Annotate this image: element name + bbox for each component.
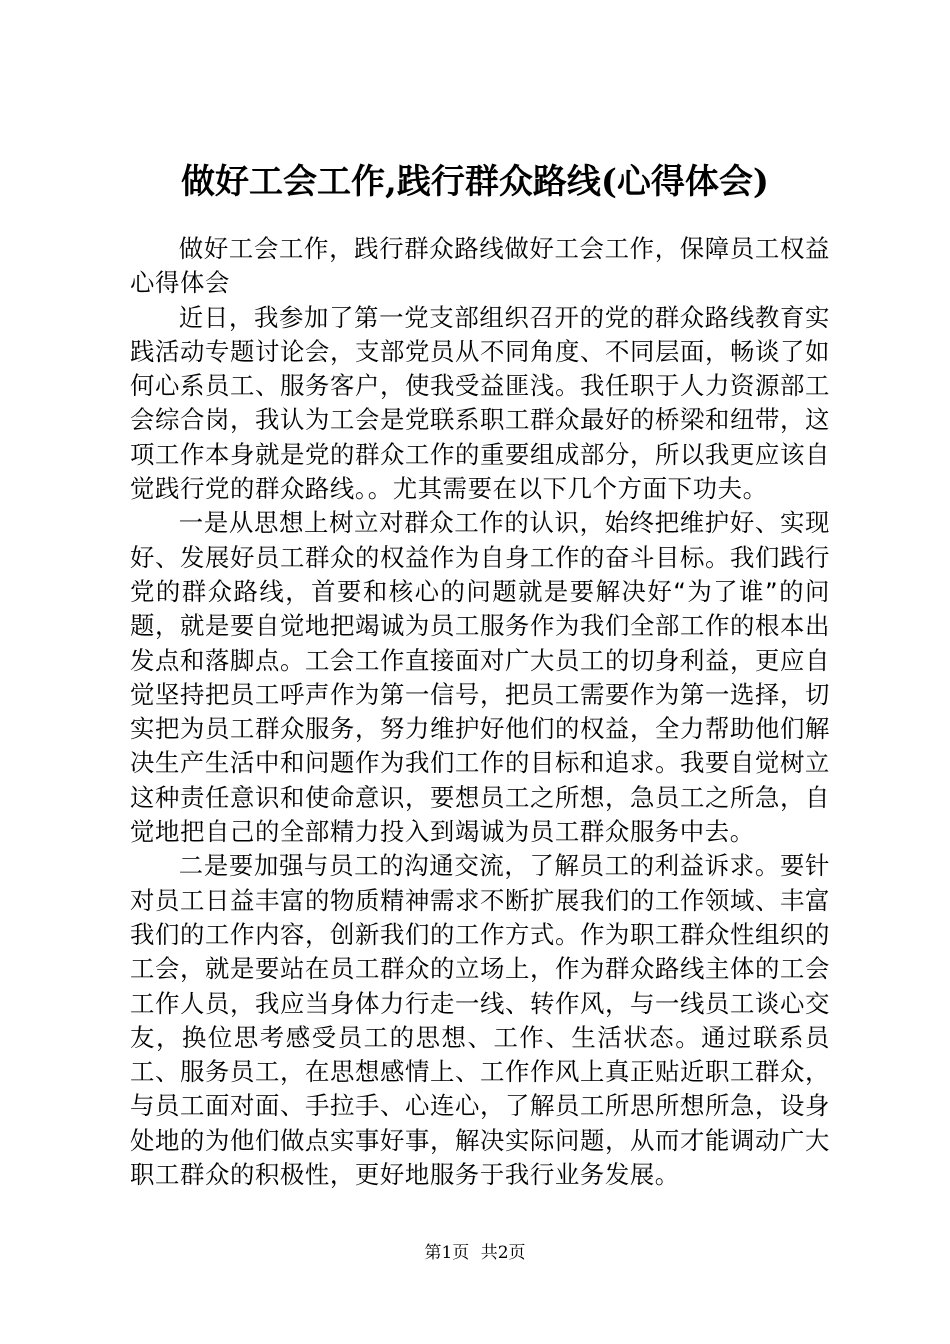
document-title: 做好工会工作,践行群众路线(心得体会) [180,162,769,202]
page-total: 共2页 [480,1243,526,1263]
document-body [130,232,830,1192]
paragraph: 二是要加强与员工的沟通交流，了解员工的利益诉求。要针对员工日益丰富的物质精神需求不断扩展我们的工作领域、丰富我们的工作内容，创新我们的工作方式。作为职工群众性组织的工会，就是要站在员工群众的立场上，作为群众路线主体的工会工作人员，我应当身体力行走一线、转作风，与一线员工谈心交友，换位思考感受员工的思想、工作、生活状态。通过联系员工、服务员工，在思想感情上、工作作风上真正贴近职工群众，与员工面对面、手拉手、心连心，了解员工所思所想所急，设身处地的为他们做点实事好事，解决实际问题，从而才能调动广大职工群众的积极性，更好地服务于我行业务发展。 [130,851,830,1190]
paragraph: 做好工会工作，践行群众路线做好工会工作，保障员工权益心得体会 [130,234,830,298]
page-footer [0,1241,950,1265]
paragraph: 近日，我参加了第一党支部组织召开的党的群众路线教育实践活动专题讨论会，支部党员从不同角度、不同层面，畅谈了如何心系员工、服务客户，使我受益匪浅。我任职于人力资源部工会综合岗，我认为工会是党联系职工群众最好的桥梁和纽带，这项工作本身就是党的群众工作的重要组成部分，所以我更应该自觉践行党的群众路线。。尤其需要在以下几个方面下功夫。 [130,302,830,504]
paragraph: 一是从思想上树立对群众工作的认识，始终把维护好、实现好、发展好员工群众的权益作为自身工作的奋斗目标。我们践行党的群众路线，首要和核心的问题就是要解决好“为了谁”的问题，就是要自觉地把竭诚为员工服务作为我们全部工作的根本出发点和落脚点。工会工作直接面对广大员工的切身利益，更应自觉坚持把员工呼声作为第一信号，把员工需要作为第一选择，切实把为员工群众服务，努力维护好他们的权益，全力帮助他们解决生产生活中和问题作为我们工作的目标和追求。我要自觉树立这种责任意识和使命意识，要想员工之所想，急员工之所急，自觉地把自己的全部精力投入到竭诚为员工群众服务中去。 [130,508,830,847]
page-number: 第1页 [424,1243,470,1263]
